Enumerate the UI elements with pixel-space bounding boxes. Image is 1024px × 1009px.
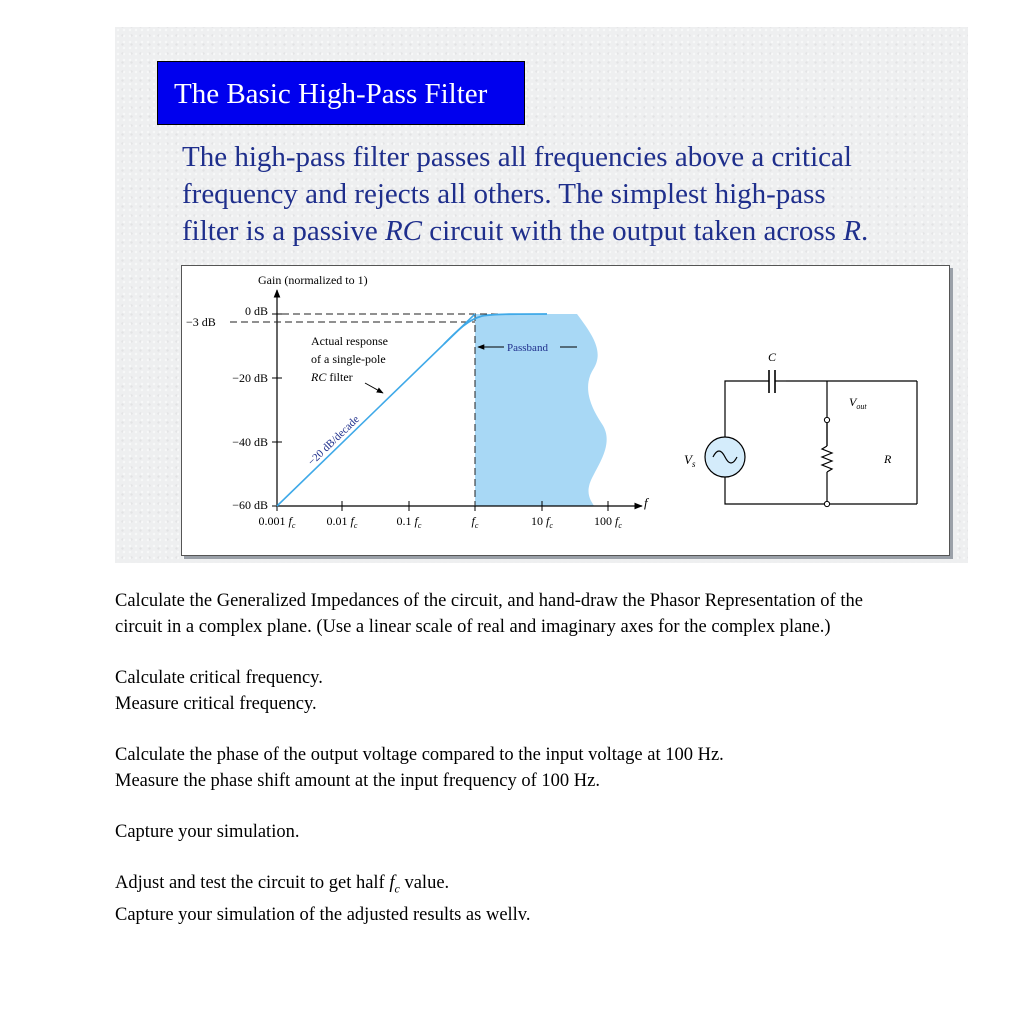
x-tick-label: 10 $f_c$ <box>531 514 553 530</box>
minus3db-label: −3 dB <box>186 315 216 329</box>
x-tick-label: $f_c$ <box>471 514 479 530</box>
slope-label: −20 dB/decade <box>305 413 362 469</box>
source-label: $V_s$ <box>684 452 696 469</box>
y-tick-label: −40 dB <box>232 435 268 449</box>
x-tick-label: 0.1 $f_c$ <box>396 514 422 530</box>
slide-body-line: The high-pass filter passes all frequencies above a critical <box>182 141 852 173</box>
question-block <box>115 819 995 845</box>
x-axis-label: f <box>644 495 648 510</box>
y-axis-title: Gain (normalized to 1) <box>258 273 368 287</box>
annotation-line: Actual response <box>311 334 388 348</box>
y-tick-label: −20 dB <box>232 371 268 385</box>
x-tick-label: 0.001 $f_c$ <box>258 514 296 530</box>
question-block <box>115 742 995 794</box>
slide-title: The Basic High-Pass Filter <box>157 61 525 125</box>
question-line: Calculate the Generalized Impedances of the circuit, and hand-draw the Phasor Representation of the <box>115 591 863 611</box>
x-tick-label: 0.01 $f_c$ <box>326 514 358 530</box>
slide-body-text <box>182 139 942 250</box>
annotation-line: RC filter <box>311 370 353 384</box>
question-block <box>115 870 995 928</box>
question-line: Calculate the phase of the output voltage compared to the input voltage at 100 Hz. <box>115 745 724 765</box>
y-tick-label: −60 dB <box>232 498 268 512</box>
question-line: Adjust and test the circuit to get half $f_c$ value. <box>115 873 450 896</box>
rc-circuit-schematic <box>684 350 917 507</box>
question-line: Measure critical frequency. <box>115 694 317 714</box>
question-line: Measure the phase shift amount at the input frequency of 100 Hz. <box>115 771 600 791</box>
question-block <box>115 588 995 640</box>
question-line: Capture your simulation of the adjusted results as wellv. <box>115 904 531 925</box>
slide-body-line: frequency and rejects all others. The simplest high-pass <box>182 178 826 210</box>
resistor-zigzag <box>822 446 832 472</box>
output-label: $V_{out}$ <box>849 395 867 411</box>
annotation-line: of a single-pole <box>311 352 386 366</box>
x-tick-label: 100 $f_c$ <box>594 514 622 530</box>
frequency-response-figure <box>181 265 950 556</box>
resistor-label: R <box>884 452 892 466</box>
assignment-questions <box>115 588 995 953</box>
slide-body-line: filter is a passive RC circuit with the output taken across R. <box>182 215 869 247</box>
passband-label: Passband <box>507 342 548 354</box>
y-tick-label: 0 dB <box>244 304 268 318</box>
question-line: Capture your simulation. <box>115 822 300 842</box>
question-block <box>115 665 995 717</box>
question-line: circuit in a complex plane. (Use a linear scale of real and imaginary axes for the complex plane.) <box>115 617 831 637</box>
capacitor-label: C <box>768 350 777 364</box>
question-line: Calculate critical frequency. <box>115 668 323 688</box>
